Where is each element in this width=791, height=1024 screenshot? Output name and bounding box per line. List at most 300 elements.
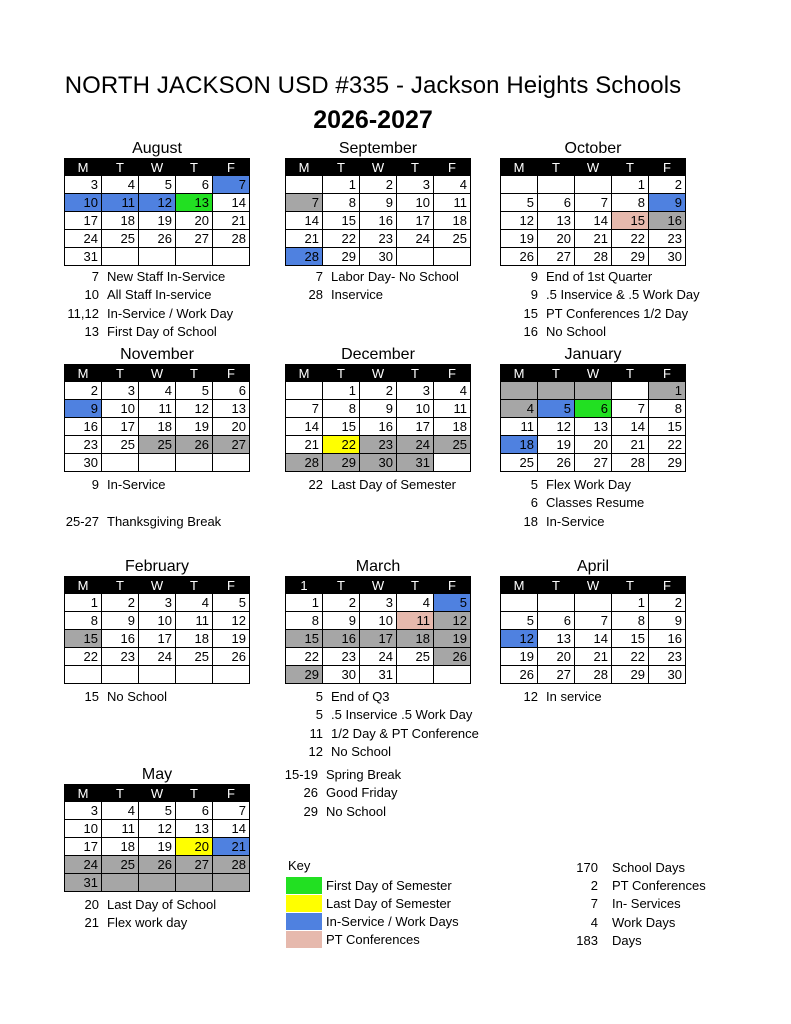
weekday-header: T xyxy=(612,577,649,594)
day-cell: 5 xyxy=(434,594,471,612)
total-row xyxy=(560,931,706,949)
month-notes xyxy=(293,688,479,761)
note-row xyxy=(508,305,700,323)
day-cell xyxy=(538,594,575,612)
week-row xyxy=(286,400,471,418)
weekday-header: T xyxy=(102,577,139,594)
note-text: End of Q3 xyxy=(331,689,390,704)
note-row xyxy=(508,494,644,512)
day-cell xyxy=(538,176,575,194)
month-name: December xyxy=(341,346,415,363)
week-row xyxy=(65,248,250,266)
day-cell: 14 xyxy=(286,212,323,230)
day-cell: 24 xyxy=(65,230,102,248)
week-row xyxy=(501,436,686,454)
note-text: Classes Resume xyxy=(546,495,645,511)
day-cell: 30 xyxy=(649,666,686,684)
day-cell: 14 xyxy=(575,630,612,648)
note-date: 20 xyxy=(84,897,99,912)
day-cell: 2 xyxy=(360,382,397,400)
day-cell: 13 xyxy=(213,400,250,418)
weekday-header: F xyxy=(649,365,686,382)
day-cell: 3 xyxy=(397,176,434,194)
total-label: Days xyxy=(612,932,642,948)
day-cell: 18 xyxy=(501,436,538,454)
month-table-december xyxy=(285,364,471,472)
weekday-header: T xyxy=(323,577,360,594)
note-row xyxy=(293,743,479,761)
day-cell: 11 xyxy=(434,400,471,418)
week-row xyxy=(65,400,250,418)
day-cell xyxy=(102,248,139,266)
month-name: March xyxy=(355,558,401,575)
day-cell xyxy=(139,454,176,472)
day-cell xyxy=(213,666,250,684)
day-cell xyxy=(286,176,323,194)
day-cell: 16 xyxy=(649,212,686,230)
day-cell: 7 xyxy=(286,194,323,212)
school-year: 2026-2027 xyxy=(313,106,433,134)
note-text: Inservice xyxy=(331,287,384,303)
day-cell: 26 xyxy=(501,248,538,266)
month-notes xyxy=(62,688,167,706)
day-cell: 25 xyxy=(102,436,139,454)
day-cell: 4 xyxy=(176,594,213,612)
day-cell: 7 xyxy=(612,400,649,418)
weekday-header: M xyxy=(286,365,323,382)
weekday-header: T xyxy=(176,365,213,382)
day-cell: 6 xyxy=(176,176,213,194)
note-date: 9 xyxy=(530,287,538,303)
month-table-october xyxy=(500,158,686,266)
day-cell: 3 xyxy=(139,594,176,612)
day-cell: 1 xyxy=(286,594,323,612)
key-swatch xyxy=(286,913,322,930)
key-label: In-Service / Work Days xyxy=(326,913,459,929)
month-name: September xyxy=(338,140,418,157)
day-cell: 31 xyxy=(65,248,102,266)
note-date: 10 xyxy=(84,287,99,303)
note-row xyxy=(293,725,479,743)
month-name: May xyxy=(141,766,173,783)
month-name: February xyxy=(124,558,190,575)
day-cell xyxy=(176,874,213,892)
week-row xyxy=(501,418,686,436)
page-title: NORTH JACKSON USD #335 - Jackson Heights Schools xyxy=(64,72,682,99)
day-cell xyxy=(575,594,612,612)
note-row xyxy=(508,323,700,341)
day-cell: 19 xyxy=(501,230,538,248)
note-date: 5 xyxy=(530,477,538,492)
month-table-may xyxy=(64,784,250,892)
note-text: Flex work day xyxy=(107,915,188,931)
day-cell: 11 xyxy=(176,612,213,630)
day-cell: 12 xyxy=(139,820,176,838)
day-cell: 20 xyxy=(176,212,213,230)
day-cell: 11 xyxy=(102,820,139,838)
day-cell: 24 xyxy=(397,436,434,454)
day-totals xyxy=(560,858,706,949)
weekday-header: F xyxy=(649,159,686,176)
day-cell: 8 xyxy=(612,194,649,212)
week-row xyxy=(286,594,471,612)
day-cell: 21 xyxy=(286,436,323,454)
week-row xyxy=(501,648,686,666)
day-cell: 14 xyxy=(575,212,612,230)
note-date: 18 xyxy=(523,513,538,529)
note-text: No School xyxy=(331,743,391,759)
note-row xyxy=(62,896,216,914)
day-cell xyxy=(397,248,434,266)
note-text: In-Service xyxy=(546,513,605,529)
day-cell: 9 xyxy=(323,612,360,630)
day-cell: 24 xyxy=(139,648,176,666)
day-cell: 23 xyxy=(360,436,397,454)
note-date: 15-19 xyxy=(284,767,318,782)
day-cell: 1 xyxy=(612,176,649,194)
day-cell: 5 xyxy=(538,400,575,418)
day-cell: 5 xyxy=(501,194,538,212)
note-date: 28 xyxy=(308,287,323,303)
week-row xyxy=(286,666,471,684)
note-row xyxy=(62,914,216,932)
day-cell: 22 xyxy=(286,648,323,666)
weekday-header: T xyxy=(323,159,360,176)
note-text: In-Service xyxy=(107,477,166,492)
day-cell: 28 xyxy=(575,666,612,684)
month-name: January xyxy=(564,346,622,363)
week-row xyxy=(501,212,686,230)
note-row xyxy=(62,476,221,494)
weekday-header: F xyxy=(434,577,471,594)
total-row xyxy=(560,858,706,876)
day-cell: 25 xyxy=(397,648,434,666)
day-cell: 15 xyxy=(65,630,102,648)
total-label: In- Services xyxy=(612,896,681,912)
day-cell xyxy=(176,666,213,684)
day-cell: 17 xyxy=(139,630,176,648)
day-cell xyxy=(139,666,176,684)
day-cell xyxy=(501,594,538,612)
day-cell: 27 xyxy=(538,248,575,266)
day-cell: 3 xyxy=(360,594,397,612)
day-cell: 4 xyxy=(434,382,471,400)
day-cell: 3 xyxy=(397,382,434,400)
day-cell: 1 xyxy=(323,176,360,194)
week-row xyxy=(286,436,471,454)
day-cell: 10 xyxy=(65,194,102,212)
day-cell: 31 xyxy=(360,666,397,684)
month-notes xyxy=(62,476,221,531)
day-cell: 7 xyxy=(575,194,612,212)
weekday-header: T xyxy=(176,159,213,176)
day-cell: 5 xyxy=(213,594,250,612)
day-cell: 22 xyxy=(323,230,360,248)
note-date: 5 xyxy=(315,707,323,723)
month-notes xyxy=(508,476,644,531)
note-date: 21 xyxy=(84,915,99,931)
weekday-header: M xyxy=(501,577,538,594)
week-row xyxy=(501,594,686,612)
day-cell: 25 xyxy=(434,436,471,454)
note-row xyxy=(508,688,602,706)
day-cell: 27 xyxy=(538,666,575,684)
total-label: Work Days xyxy=(612,914,676,930)
day-cell xyxy=(65,666,102,684)
note-date: 26 xyxy=(303,785,318,801)
month-table-february xyxy=(64,576,250,684)
week-row xyxy=(286,648,471,666)
week-row xyxy=(65,194,250,212)
week-row xyxy=(286,176,471,194)
weekday-header: F xyxy=(649,577,686,594)
week-row xyxy=(65,454,250,472)
day-cell: 6 xyxy=(575,400,612,418)
week-row xyxy=(65,176,250,194)
day-cell: 4 xyxy=(434,176,471,194)
day-cell xyxy=(501,176,538,194)
note-row xyxy=(293,706,479,724)
key-item xyxy=(286,930,459,948)
week-row xyxy=(501,612,686,630)
weekday-header: M xyxy=(501,365,538,382)
day-cell: 25 xyxy=(139,436,176,454)
weekday-header: F xyxy=(213,365,250,382)
day-cell: 26 xyxy=(139,230,176,248)
day-cell: 12 xyxy=(213,612,250,630)
weekday-header: T xyxy=(102,365,139,382)
note-text: In service xyxy=(546,689,602,704)
month-name: April xyxy=(576,558,609,575)
day-cell: 28 xyxy=(213,856,250,874)
day-cell: 8 xyxy=(286,612,323,630)
day-cell: 16 xyxy=(649,630,686,648)
day-cell: 17 xyxy=(65,838,102,856)
note-date: 7 xyxy=(91,269,99,284)
note-date: 29 xyxy=(303,803,318,819)
note-date: 16 xyxy=(523,323,538,339)
week-row xyxy=(501,230,686,248)
weekday-header: T xyxy=(102,785,139,802)
month-table-january xyxy=(500,364,686,472)
day-cell: 19 xyxy=(139,212,176,230)
note-text: Good Friday xyxy=(326,785,398,801)
day-cell: 3 xyxy=(65,176,102,194)
note-date: 11,12 xyxy=(67,305,99,321)
week-row xyxy=(65,594,250,612)
day-cell: 7 xyxy=(575,612,612,630)
day-cell: 8 xyxy=(649,400,686,418)
week-row xyxy=(501,382,686,400)
note-date: 12 xyxy=(523,689,538,704)
note-row xyxy=(62,323,233,341)
note-row xyxy=(293,268,459,286)
note-date: 9 xyxy=(91,477,99,492)
day-cell: 20 xyxy=(575,436,612,454)
day-cell: 6 xyxy=(213,382,250,400)
day-cell xyxy=(434,248,471,266)
day-cell: 4 xyxy=(102,176,139,194)
note-text: Labor Day- No School xyxy=(331,269,459,284)
total-count: 183 xyxy=(576,932,598,948)
day-cell xyxy=(434,666,471,684)
note-row xyxy=(281,766,401,784)
day-cell: 11 xyxy=(102,194,139,212)
day-cell: 24 xyxy=(65,856,102,874)
day-cell: 17 xyxy=(397,212,434,230)
day-cell: 11 xyxy=(501,418,538,436)
day-cell: 9 xyxy=(649,194,686,212)
week-row xyxy=(65,874,250,892)
week-row xyxy=(501,248,686,266)
day-cell: 13 xyxy=(538,630,575,648)
day-cell: 7 xyxy=(286,400,323,418)
weekday-header: T xyxy=(176,577,213,594)
day-cell: 2 xyxy=(649,594,686,612)
day-cell: 1 xyxy=(649,382,686,400)
note-date: 15 xyxy=(84,689,99,704)
day-cell: 16 xyxy=(65,418,102,436)
week-row xyxy=(286,194,471,212)
weekday-header: W xyxy=(360,159,397,176)
note-date: 6 xyxy=(530,495,538,511)
week-row xyxy=(65,230,250,248)
day-cell: 8 xyxy=(323,400,360,418)
day-cell: 15 xyxy=(323,212,360,230)
day-cell: 25 xyxy=(102,856,139,874)
day-cell: 2 xyxy=(649,176,686,194)
day-cell: 5 xyxy=(176,382,213,400)
weekday-header: W xyxy=(139,159,176,176)
day-cell: 24 xyxy=(360,648,397,666)
week-row xyxy=(65,856,250,874)
day-cell: 21 xyxy=(286,230,323,248)
weekday-header: M xyxy=(286,159,323,176)
day-cell: 13 xyxy=(176,194,213,212)
note-text: No School xyxy=(107,689,167,704)
day-cell: 4 xyxy=(397,594,434,612)
day-cell: 6 xyxy=(538,612,575,630)
day-cell: 30 xyxy=(360,248,397,266)
day-cell: 29 xyxy=(612,666,649,684)
day-cell: 16 xyxy=(360,212,397,230)
note-row xyxy=(293,476,456,494)
day-cell: 25 xyxy=(176,648,213,666)
month-notes xyxy=(62,268,233,341)
day-cell: 12 xyxy=(501,630,538,648)
day-cell xyxy=(501,382,538,400)
day-cell xyxy=(213,248,250,266)
month-table-november xyxy=(64,364,250,472)
note-text: New Staff In-Service xyxy=(107,269,226,284)
day-cell: 6 xyxy=(538,194,575,212)
day-cell: 28 xyxy=(213,230,250,248)
note-row xyxy=(508,286,700,304)
total-row xyxy=(560,895,706,913)
day-cell: 7 xyxy=(213,176,250,194)
day-cell: 1 xyxy=(65,594,102,612)
week-row xyxy=(286,454,471,472)
weekday-header: M xyxy=(65,159,102,176)
note-row xyxy=(62,305,233,323)
day-cell xyxy=(139,874,176,892)
day-cell: 2 xyxy=(65,382,102,400)
day-cell: 10 xyxy=(397,400,434,418)
day-cell: 2 xyxy=(323,594,360,612)
weekday-header: T xyxy=(397,365,434,382)
week-row xyxy=(286,230,471,248)
note-date: 12 xyxy=(308,743,323,759)
note-date: 22 xyxy=(308,477,323,492)
month-table-march xyxy=(285,576,471,684)
weekday-header: F xyxy=(213,159,250,176)
note-text: No School xyxy=(326,803,386,819)
weekday-header: T xyxy=(612,365,649,382)
day-cell: 3 xyxy=(102,382,139,400)
day-cell xyxy=(612,382,649,400)
day-cell: 8 xyxy=(65,612,102,630)
key-label: PT Conferences xyxy=(326,931,420,947)
day-cell: 14 xyxy=(612,418,649,436)
day-cell: 8 xyxy=(323,194,360,212)
day-cell: 14 xyxy=(213,194,250,212)
day-cell: 11 xyxy=(397,612,434,630)
day-cell: 22 xyxy=(649,436,686,454)
day-cell: 9 xyxy=(360,400,397,418)
note-text: End of 1st Quarter xyxy=(546,269,653,284)
day-cell: 11 xyxy=(139,400,176,418)
note-date: 11 xyxy=(309,725,323,741)
month-name: October xyxy=(564,140,622,157)
weekday-header: F xyxy=(434,365,471,382)
day-cell xyxy=(213,874,250,892)
day-cell: 4 xyxy=(102,802,139,820)
key-swatch xyxy=(286,877,322,894)
day-cell: 25 xyxy=(501,454,538,472)
day-cell: 15 xyxy=(323,418,360,436)
note-row xyxy=(281,784,401,802)
day-cell: 30 xyxy=(649,248,686,266)
week-row xyxy=(501,454,686,472)
day-cell xyxy=(286,382,323,400)
day-cell: 24 xyxy=(397,230,434,248)
week-row xyxy=(286,212,471,230)
day-cell: 1 xyxy=(323,382,360,400)
weekday-header: T xyxy=(612,159,649,176)
day-cell: 12 xyxy=(176,400,213,418)
week-row xyxy=(286,418,471,436)
day-cell: 31 xyxy=(397,454,434,472)
day-cell: 29 xyxy=(323,248,360,266)
month-notes xyxy=(508,268,700,341)
day-cell: 12 xyxy=(538,418,575,436)
total-count: 170 xyxy=(576,859,598,875)
day-cell: 22 xyxy=(612,230,649,248)
day-cell: 1 xyxy=(612,594,649,612)
note-row xyxy=(62,494,221,512)
color-key xyxy=(286,876,459,948)
note-date: 9 xyxy=(530,269,538,284)
note-text: .5 Inservice .5 Work Day xyxy=(331,707,473,723)
day-cell: 22 xyxy=(612,648,649,666)
day-cell: 22 xyxy=(65,648,102,666)
day-cell: 28 xyxy=(612,454,649,472)
note-row xyxy=(281,803,401,821)
day-cell: 23 xyxy=(65,436,102,454)
day-cell: 23 xyxy=(102,648,139,666)
day-cell: 10 xyxy=(65,820,102,838)
total-label: School Days xyxy=(612,859,685,875)
